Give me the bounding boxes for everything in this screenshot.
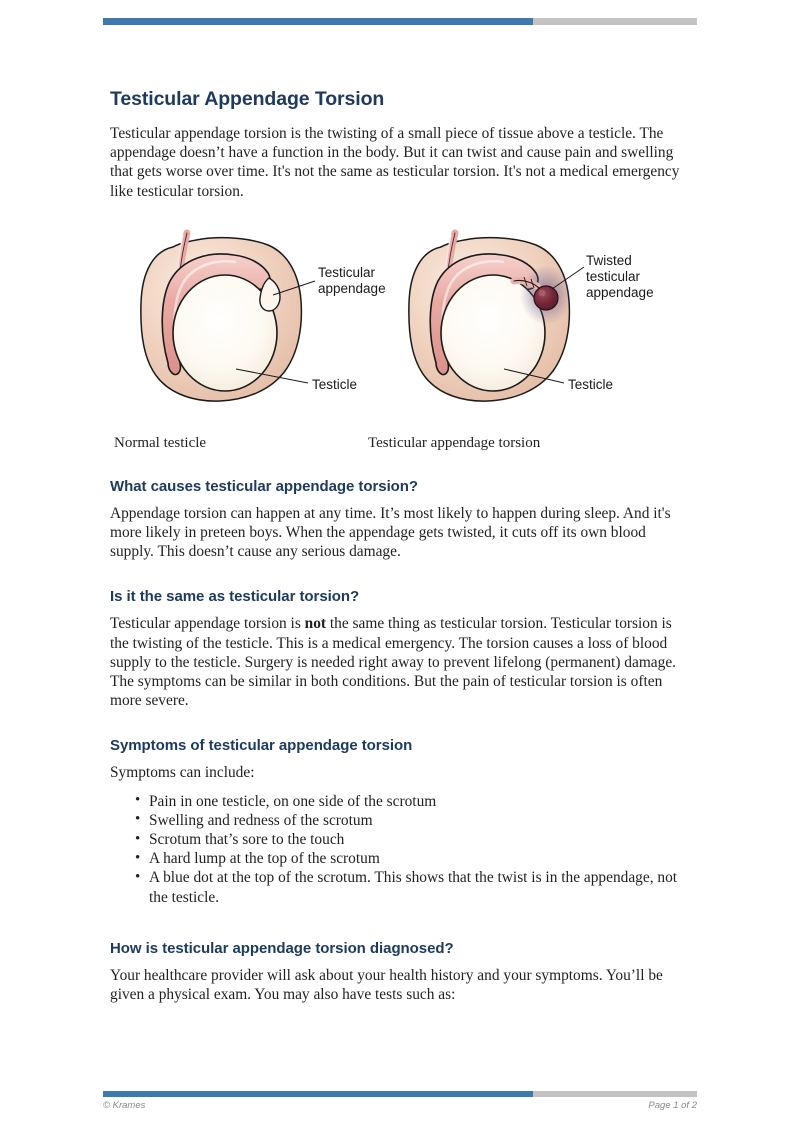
- section-diagnosis-paragraph: Your healthcare provider will ask about your health history and your symptoms. You’ll be given a physical exam. You may also have tests such as:: [110, 966, 663, 1004]
- label-twisted-appendage-line3: appendage: [586, 284, 654, 300]
- section-causes-paragraph: Appendage torsion can happen at any time. It’s most likely to happen during sleep. And it's more likely in preteen boys. When the appendage gets twisted, it cuts off its own blood supply. This doesn’t cause any serious damage.: [110, 504, 671, 561]
- footer-rule-bar: [103, 1091, 697, 1097]
- section-diagnosis-heading: How is testicular appendage torsion diagnosed?: [110, 939, 454, 957]
- footer-rule-blue-segment: [103, 1091, 533, 1097]
- section-symptoms-heading: Symptoms of testicular appendage torsion: [110, 737, 413, 755]
- intro-paragraph: Testicular appendage torsion is the twisting of a small piece of tissue above a testicle. The appendage doesn’t have a function in the body. But it can twist and cause pain and swelling that gets worse over time. It's not the same as testicular torsion. It's not a medical emergency like testicular torsion.: [110, 125, 680, 200]
- footer-rule-gray-segment: [533, 1091, 697, 1097]
- header-rule-gray-segment: [533, 18, 697, 25]
- comparison-text-part1: Testicular appendage torsion is: [110, 615, 305, 633]
- twisted-testicular-appendage: [534, 286, 558, 310]
- caption-torsion: Testicular appendage torsion: [368, 434, 541, 451]
- symptoms-list: [110, 792, 692, 907]
- section-causes-heading: What causes testicular appendage torsion?: [110, 477, 419, 495]
- caption-normal-testicle: Normal testicle: [114, 434, 207, 451]
- footer-page-number: Page 1 of 2: [648, 1100, 697, 1111]
- section-diagnosis: [110, 940, 692, 1004]
- list-item: • Pain in one testicle, on one side of the scrotum: [135, 792, 692, 811]
- list-item: • Swelling and redness of the scrotum: [135, 811, 692, 830]
- label-testicle-left: Testicle: [312, 376, 358, 392]
- label-testicular-appendage-line2: appendage: [318, 280, 386, 296]
- comparison-emphasis: not: [304, 615, 327, 633]
- section-symptoms: [110, 737, 692, 906]
- label-testicular-appendage-line1: Testicular: [318, 264, 376, 280]
- comparison-text-part2: the same thing as testicular torsion. Testicular torsion is the twisting of the testicle. This is a medical emergency. The torsion causes a loss of blood supply to the testicle. Surgery is needed right away to prevent lifelong (permanent) damage. The symptoms can be similar in both conditions. But the pain of testicular torsion is often more severe.: [110, 615, 677, 710]
- list-item: • Scrotum that’s sore to the touch: [135, 830, 692, 849]
- document-body: [110, 88, 692, 1031]
- list-item: • A hard lump at the top of the scrotum: [135, 849, 692, 868]
- label-twisted-appendage-line1: Twisted: [586, 252, 632, 268]
- section-comparison-paragraph: [110, 614, 692, 710]
- label-twisted-appendage-line2: testicular: [586, 268, 641, 284]
- section-comparison-heading: Is it the same as testicular torsion?: [110, 588, 360, 606]
- testicle-diagram-svg: [110, 223, 692, 439]
- header-rule-bar: [103, 18, 697, 25]
- page-title: Testicular Appendage Torsion: [110, 88, 385, 110]
- footer: [103, 1100, 697, 1111]
- section-comparison: [110, 588, 692, 710]
- torsion-illustration: [409, 233, 654, 401]
- twisted-appendage-highlight: [539, 289, 546, 296]
- anatomy-figure: [110, 223, 692, 439]
- label-testicle-right: Testicle: [568, 376, 614, 392]
- normal-testicle-illustration: [141, 233, 386, 401]
- section-symptoms-intro: Symptoms can include:: [110, 764, 255, 782]
- header-rule-blue-segment: [103, 18, 533, 25]
- footer-copyright: © Krames: [103, 1100, 146, 1111]
- section-causes: [110, 478, 692, 562]
- list-item: • A blue dot at the top of the scrotum. This shows that the twist is in the appendage, not the testicle.: [135, 868, 692, 906]
